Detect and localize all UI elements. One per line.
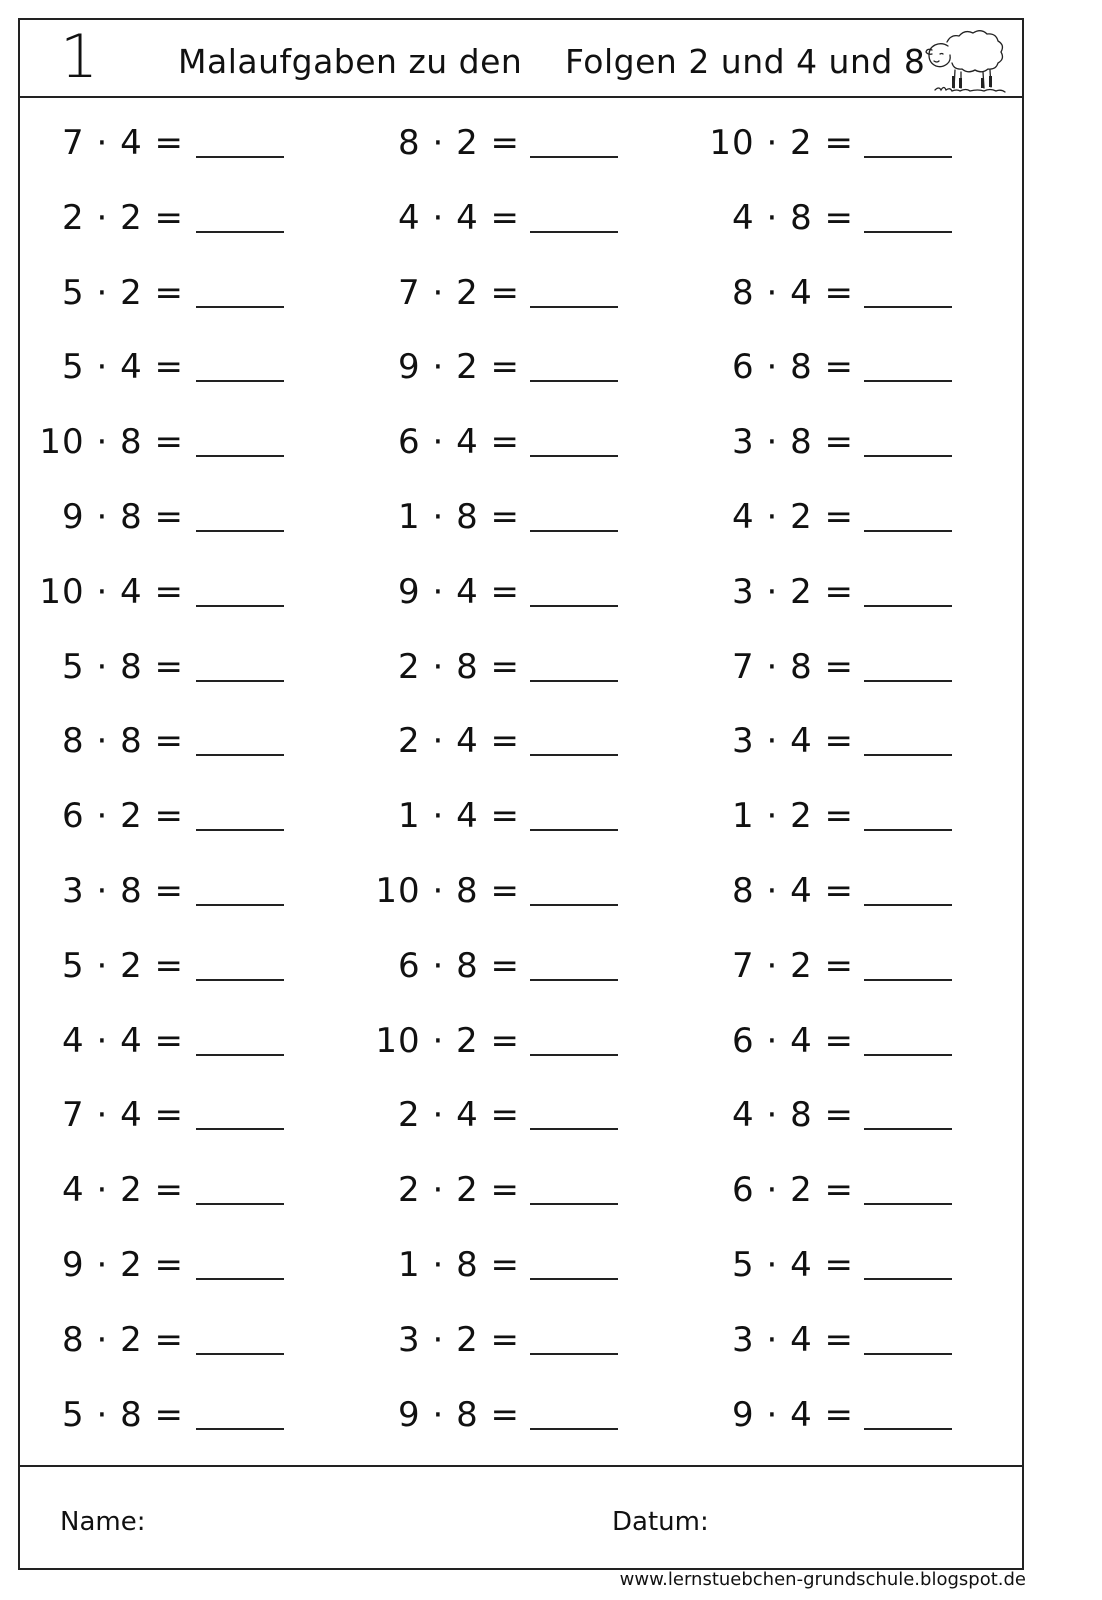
- task-expression: 10 · 2 =: [709, 123, 854, 163]
- answer-blank[interactable]: [196, 979, 284, 981]
- task-row: [20, 185, 1022, 259]
- answer-blank[interactable]: [864, 231, 952, 233]
- task-row: [20, 1382, 1022, 1456]
- worksheet: [18, 18, 1024, 1570]
- worksheet-footer: [20, 1465, 1022, 1570]
- website-url: www.lernstuebchen-grundschule.blogspot.de: [619, 1569, 1026, 1590]
- task-expression: 6 · 2 =: [732, 1170, 854, 1211]
- task-row: [20, 1008, 1022, 1082]
- task-expression: 3 · 2 =: [398, 1319, 520, 1360]
- answer-blank[interactable]: [530, 754, 618, 756]
- answer-blank[interactable]: [196, 1278, 284, 1280]
- task-row: [20, 858, 1022, 932]
- task-expression: 3 · 8 =: [732, 422, 854, 463]
- answer-blank[interactable]: [864, 829, 952, 831]
- answer-blank[interactable]: [196, 1203, 284, 1205]
- answer-blank[interactable]: [196, 380, 284, 382]
- answer-blank[interactable]: [530, 829, 618, 831]
- task-expression: 5 · 4 =: [62, 347, 184, 388]
- answer-blank[interactable]: [196, 605, 284, 607]
- task-expression: 4 · 8 =: [732, 1095, 854, 1136]
- answer-blank[interactable]: [196, 231, 284, 233]
- answer-blank[interactable]: [864, 979, 952, 981]
- task-expression: 10 · 4 =: [39, 571, 184, 612]
- task-expression: 6 · 2 =: [62, 796, 184, 837]
- task-row: [20, 1232, 1022, 1306]
- name-label: Name:: [60, 1507, 146, 1537]
- answer-blank[interactable]: [530, 306, 618, 308]
- task-expression: 3 · 4 =: [732, 1319, 854, 1360]
- task-expression: 5 · 2 =: [62, 945, 184, 986]
- answer-blank[interactable]: [196, 829, 284, 831]
- answer-blank[interactable]: [530, 1128, 618, 1130]
- task-expression: 10 · 2 =: [375, 1020, 520, 1061]
- answer-blank[interactable]: [196, 1128, 284, 1130]
- answer-blank[interactable]: [530, 904, 618, 906]
- task-expression: 1 · 2 =: [732, 796, 854, 837]
- answer-blank[interactable]: [530, 530, 618, 532]
- task-expression: 9 · 4 =: [398, 571, 520, 612]
- task-expression: 9 · 8 =: [398, 1394, 520, 1435]
- task-expression: 5 · 8 =: [62, 1394, 184, 1435]
- answer-blank[interactable]: [864, 530, 952, 532]
- task-expression: 9 · 2 =: [62, 1245, 184, 1285]
- task-expression: 3 · 2 =: [732, 571, 854, 612]
- answer-blank[interactable]: [864, 380, 952, 382]
- answer-blank[interactable]: [864, 1054, 952, 1056]
- task-expression: 8 · 8 =: [62, 721, 184, 762]
- answer-blank[interactable]: [864, 605, 952, 607]
- task-expression: 1 · 8 =: [398, 497, 520, 537]
- answer-blank[interactable]: [196, 1428, 284, 1430]
- answer-blank[interactable]: [196, 1054, 284, 1056]
- task-expression: 2 · 8 =: [398, 646, 520, 687]
- answer-blank[interactable]: [196, 754, 284, 756]
- task-expression: 7 · 8 =: [732, 646, 854, 687]
- task-expression: 5 · 4 =: [732, 1245, 854, 1285]
- answer-blank[interactable]: [196, 306, 284, 308]
- sheet-number: 1: [60, 22, 99, 92]
- task-expression: 8 · 2 =: [62, 1319, 184, 1360]
- answer-blank[interactable]: [530, 1353, 618, 1355]
- task-expression: 6 · 4 =: [398, 422, 520, 463]
- answer-blank[interactable]: [530, 1428, 618, 1430]
- answer-blank[interactable]: [864, 1353, 952, 1355]
- task-row: [20, 783, 1022, 857]
- answer-blank[interactable]: [864, 904, 952, 906]
- answer-blank[interactable]: [864, 306, 952, 308]
- task-expression: 9 · 8 =: [62, 497, 184, 537]
- answer-blank[interactable]: [864, 156, 952, 158]
- answer-blank[interactable]: [196, 530, 284, 532]
- answer-blank[interactable]: [864, 1203, 952, 1205]
- answer-blank[interactable]: [196, 455, 284, 457]
- task-row: [20, 1157, 1022, 1231]
- answer-blank[interactable]: [864, 1128, 952, 1130]
- answer-blank[interactable]: [196, 156, 284, 158]
- task-expression: 1 · 8 =: [398, 1245, 520, 1285]
- task-expression: 4 · 4 =: [398, 197, 520, 238]
- task-expression: 8 · 2 =: [398, 123, 520, 163]
- title-part-1: Malaufgaben zu den: [178, 42, 523, 81]
- task-row: [20, 1082, 1022, 1156]
- worksheet-header: [20, 20, 1022, 98]
- task-row: [20, 260, 1022, 334]
- answer-blank[interactable]: [196, 1353, 284, 1355]
- task-expression: 8 · 4 =: [732, 272, 854, 313]
- task-expression: 10 · 8 =: [375, 871, 520, 911]
- task-row: [20, 933, 1022, 1007]
- answer-blank[interactable]: [530, 1054, 618, 1056]
- task-row: [20, 110, 1022, 184]
- task-expression: 4 · 2 =: [732, 497, 854, 537]
- sheep-icon: [917, 24, 1009, 94]
- answer-blank[interactable]: [530, 231, 618, 233]
- task-expression: 6 · 8 =: [732, 347, 854, 388]
- task-expression: 6 · 8 =: [398, 945, 520, 986]
- answer-blank[interactable]: [196, 904, 284, 906]
- task-expression: 2 · 2 =: [398, 1170, 520, 1211]
- date-label: Datum:: [612, 1507, 709, 1537]
- task-row: [20, 559, 1022, 633]
- task-expression: 7 · 2 =: [398, 272, 520, 313]
- task-expression: 7 · 2 =: [732, 945, 854, 986]
- task-expression: 7 · 4 =: [62, 1095, 184, 1136]
- answer-blank[interactable]: [530, 605, 618, 607]
- task-row: [20, 634, 1022, 708]
- task-expression: 5 · 8 =: [62, 646, 184, 687]
- task-expression: 2 · 4 =: [398, 1095, 520, 1136]
- answer-blank[interactable]: [530, 1278, 618, 1280]
- task-expression: 2 · 2 =: [62, 197, 184, 238]
- task-expression: 2 · 4 =: [398, 721, 520, 762]
- task-expression: 4 · 8 =: [732, 197, 854, 238]
- answer-blank[interactable]: [530, 680, 618, 682]
- task-expression: 3 · 8 =: [62, 871, 184, 911]
- task-row: [20, 334, 1022, 408]
- title-part-2: Folgen 2 und 4 und 8: [565, 42, 926, 81]
- task-expression: 3 · 4 =: [732, 721, 854, 762]
- task-expression: 9 · 4 =: [732, 1394, 854, 1435]
- task-row: [20, 708, 1022, 782]
- answer-blank[interactable]: [530, 455, 618, 457]
- task-row: [20, 1307, 1022, 1381]
- answer-blank[interactable]: [864, 680, 952, 682]
- task-row: [20, 484, 1022, 558]
- answer-blank[interactable]: [196, 680, 284, 682]
- task-expression: 1 · 4 =: [398, 796, 520, 837]
- task-expression: 10 · 8 =: [39, 422, 184, 463]
- answer-blank[interactable]: [864, 754, 952, 756]
- task-expression: 8 · 4 =: [732, 871, 854, 911]
- answer-blank[interactable]: [530, 1203, 618, 1205]
- task-expression: 5 · 2 =: [62, 272, 184, 313]
- task-expression: 4 · 2 =: [62, 1170, 184, 1211]
- task-expression: 4 · 4 =: [62, 1020, 184, 1061]
- answer-blank[interactable]: [530, 156, 618, 158]
- task-row: [20, 409, 1022, 483]
- answer-blank[interactable]: [864, 1428, 952, 1430]
- task-expression: 9 · 2 =: [398, 347, 520, 388]
- task-expression: 7 · 4 =: [62, 123, 184, 163]
- answer-blank[interactable]: [864, 455, 952, 457]
- task-expression: 6 · 4 =: [732, 1020, 854, 1061]
- answer-blank[interactable]: [530, 380, 618, 382]
- answer-blank[interactable]: [864, 1278, 952, 1280]
- answer-blank[interactable]: [530, 979, 618, 981]
